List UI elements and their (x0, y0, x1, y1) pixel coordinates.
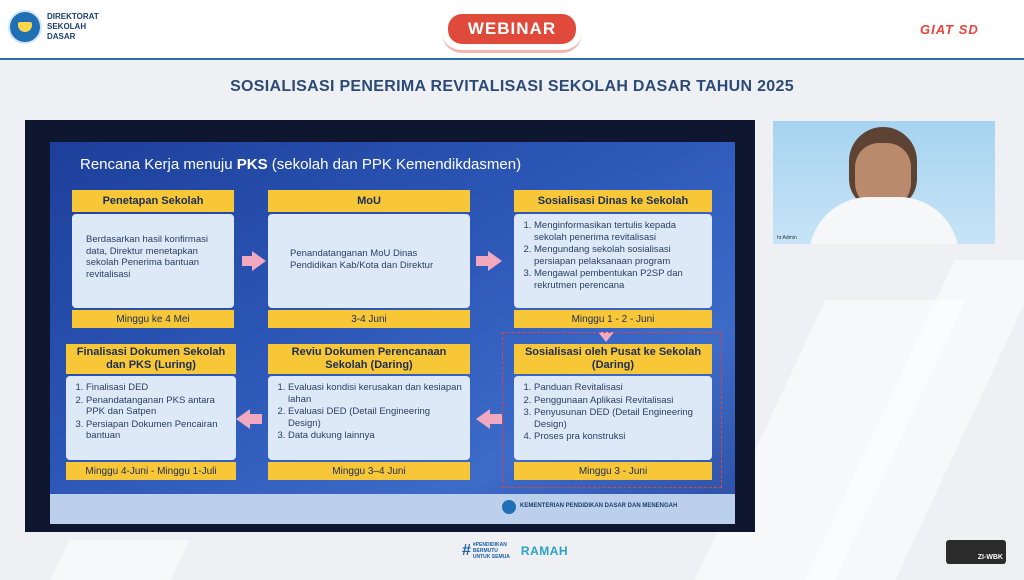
step-list-item: 3. Data dukung lainnya (288, 430, 462, 442)
flow-arrow (252, 251, 266, 271)
step-title: Penetapan Sekolah (72, 190, 234, 212)
flow-arrow (236, 409, 250, 429)
step-list-item: 3. Penyusunan DED (Detail Engineering Design) (534, 407, 704, 430)
directorate-logo (8, 10, 107, 44)
step-list-item: 4. Proses pra konstruksi (534, 431, 704, 443)
speaker-label: hr.Admin (777, 235, 797, 241)
step-footer: Minggu 3–4 Juni (268, 462, 470, 480)
step-list-item: 2. Evaluasi DED (Detail Engineering Design) (288, 406, 462, 429)
step-title: MoU (268, 190, 470, 212)
step-list-item: 1. Panduan Revitalisasi (534, 382, 704, 394)
step-list (522, 382, 704, 443)
speaker-body (809, 197, 959, 244)
flow-arrow (242, 256, 252, 266)
flow-arrow (490, 414, 502, 424)
step-list-item: 2. Penandatanganan PKS antara PPK dan Satpen (86, 395, 228, 418)
step-title: Sosialisasi oleh Pusat ke Sekolah (Daring) (514, 344, 712, 374)
step-footer: Minggu 3 - Juni (514, 462, 712, 480)
step-list-item: 2. Penggunaan Aplikasi Revitalisasi (534, 395, 704, 407)
flow-arrow (488, 251, 502, 271)
step-title: Finalisasi Dokumen Sekolah dan PKS (Luring) (66, 344, 236, 374)
step-list (522, 220, 704, 291)
zi-wbk-badge: ZI-WBK (946, 540, 1006, 564)
hashtag-logo (462, 542, 513, 560)
step-title: Reviu Dokumen Perencanaan Sekolah (Daring) (268, 344, 470, 374)
step-list (276, 382, 462, 442)
hashtag-text: #PENDIDIKAN BERMUTU UNTUK SEMUA (472, 542, 510, 560)
giat-sd-logo-text: GIAT SD (920, 22, 979, 37)
step-list-item: 1. Finalisasi DED (86, 382, 228, 394)
page-title: SOSIALISASI PENERIMA REVITALISASI SEKOLAH DASAR TAHUN 2025 (230, 78, 794, 95)
step-list-item: 3. Mengawal pembentukan P2SP dan rekrutmen perencana (534, 268, 704, 291)
step-list (74, 382, 228, 442)
flow-arrow (476, 256, 488, 266)
background-shape (51, 540, 190, 580)
slide-heading-suffix: (sekolah dan PPK Kemendikdasmen) (267, 156, 522, 173)
ramah-logo: RAMAH (520, 544, 569, 558)
header-divider (0, 58, 1024, 60)
flow-arrow (476, 409, 490, 429)
slide-heading-prefix: Rencana Kerja menuju (80, 156, 237, 173)
step-body (66, 376, 236, 460)
step-list-item: 2. Mengundang sekolah sosialisasi persiapan pelaksanaan program (534, 244, 704, 267)
step-body (514, 214, 712, 308)
hashtag-icon: # (462, 542, 471, 559)
flow-arrow (250, 414, 262, 424)
step-footer: 3-4 Juni (268, 310, 470, 328)
step-footer: Minggu ke 4 Mei (72, 310, 234, 328)
webinar-badge: WEBINAR (448, 14, 576, 44)
step-list-item: 3. Persiapan Dokumen Pencairan bantuan (86, 419, 228, 442)
slide-footer-text: KEMENTERIAN PENDIDIKAN DASAR DAN MENENGAH (520, 503, 678, 509)
step-footer: Minggu 4-Juni - Minggu 1-Juli (66, 462, 236, 480)
speaker-video (773, 121, 995, 244)
step-body: Berdasarkan hasil konfirmasi data, Direktur menetapkan sekolah Penerima bantuan revitalisasi (72, 214, 234, 308)
step-body (514, 376, 712, 460)
giat-sd-logo (920, 22, 979, 37)
slide-heading (80, 156, 521, 173)
step-body (268, 376, 470, 460)
slide-heading-bold: PKS (236, 156, 268, 173)
footer-logos (462, 542, 568, 560)
step-footer: Minggu 1 - 2 - Juni (514, 310, 712, 328)
directorate-logo-text: DIREKTORAT SEKOLAH DASAR (47, 12, 99, 41)
step-title: Sosialisasi Dinas ke Sekolah (514, 190, 712, 212)
slide-footer (50, 494, 735, 524)
step-list-item: 1. Evaluasi kondisi kerusakan dan kesiapan lahan (288, 382, 462, 405)
presentation-slide (50, 142, 735, 524)
step-list-item: 1. Menginformasikan tertulis kepada sekolah penerima revitalisasi (534, 220, 704, 243)
ministry-emblem-icon (502, 500, 516, 514)
ministry-emblem-icon (8, 10, 42, 44)
step-body: Penandatanganan MoU Dinas Pendidikan Kab/Kota dan Direktur (268, 214, 470, 308)
